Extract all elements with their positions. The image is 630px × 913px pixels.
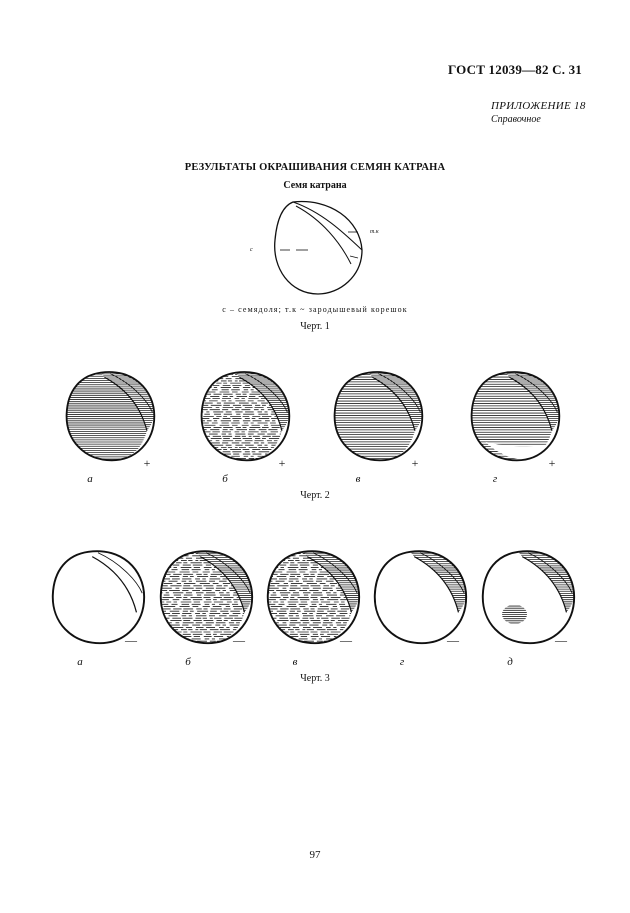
figure3-sign-1: — [125, 633, 137, 647]
figure3-sign-3: — [340, 633, 352, 647]
page-title: РЕЗУЛЬТАТЫ ОКРАШИВАНИЯ СЕМЯН КАТРАНА [184, 162, 446, 173]
figure3-caption: Черт. 3 [300, 673, 330, 684]
figure1-caption: Черт. 1 [300, 321, 330, 332]
figure3-seed-4 [368, 547, 472, 647]
figure3-label-5: д [507, 656, 513, 668]
figure2-label-2: б [222, 473, 228, 485]
figure3-sign-2: — [233, 633, 245, 647]
appendix-status: Справочное [491, 114, 541, 125]
figure3-sign-4: — [447, 633, 459, 647]
figure2-sign-3: + [411, 456, 419, 470]
document-reference: ГОСТ 12039—82 С. 31 [448, 62, 582, 77]
figure1-legend: с – семядоля; т.к ~ зародышевый корешок [222, 305, 408, 314]
figure2-caption: Черт. 2 [300, 490, 330, 501]
figure2-seed-1 [60, 368, 160, 464]
figure2-sign-4: + [548, 456, 556, 470]
figure2-seed-2 [195, 368, 295, 464]
figure3-seed-3 [261, 547, 365, 647]
figure2-label-3: в [355, 473, 361, 485]
figure2-seed-3 [328, 368, 428, 464]
figure3-label-2: б [185, 656, 191, 668]
figure3-label-4: г [399, 656, 405, 668]
label-radicle: т.к [370, 229, 379, 235]
page-number: 97 [309, 849, 321, 861]
figure3-seed-1 [46, 547, 150, 647]
figure3-label-3: в [292, 656, 298, 668]
figure3-seed-5 [476, 547, 580, 647]
figure2-sign-1: + [143, 456, 151, 470]
figure2-label-1: а [87, 473, 93, 485]
label-cotyledon: с [250, 247, 253, 253]
appendix-label: ПРИЛОЖЕНИЕ 18 [491, 100, 586, 112]
figure3-label-1: а [77, 656, 83, 668]
seed-diagram [230, 198, 390, 298]
figure2-seed-4 [465, 368, 565, 464]
figure3-sign-5: — [555, 633, 567, 647]
figure3-seed-2 [154, 547, 258, 647]
figure2-sign-2: + [278, 456, 286, 470]
figure2-label-4: г [492, 473, 498, 485]
page-subtitle: Семя катрана [283, 180, 347, 191]
